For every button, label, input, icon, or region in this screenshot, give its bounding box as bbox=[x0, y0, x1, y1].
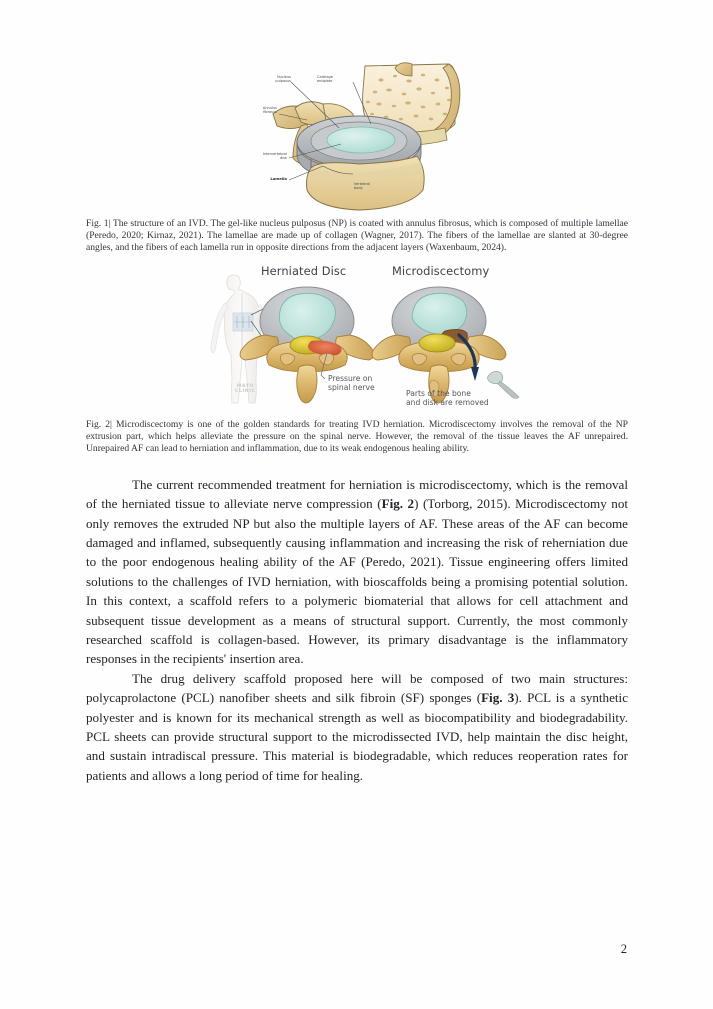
nucleus-pulposus-gel bbox=[327, 127, 395, 153]
figure-2-note-pressure-on-spinal-nerve: Pressure on spinal nerve bbox=[328, 374, 375, 393]
removed-bone-fragment bbox=[488, 372, 520, 399]
right-spinal-nerve-root-decompressed bbox=[419, 334, 455, 352]
mayo-clinic-watermark: MAYO CLINIC bbox=[235, 384, 256, 395]
figure-2-container bbox=[86, 263, 628, 414]
page-content-column bbox=[86, 62, 628, 785]
figure-1-label-nucleus-pulposus: Nucleus pulposus bbox=[275, 75, 291, 84]
body-paragraph-1-text-a: The current recommended treatment for herniation is microdiscectomy, which is the removal of the herniated tissue to alleviate nerve compression ( bbox=[86, 476, 628, 512]
body-paragraph-1-text-b: ) (Torborg, 2015). Microdiscectomy not only removes the extruded NP but also the multiple layers of AF. These areas of the AF can become damaged and inflamed, subsequently causing inflammation and increasing the risk of reherniation due to the poor endogenous healing ability of the AF (Peredo, 2021). Tissue engineering offers limited solutions to the challenges of IVD herniation, with bioscaffolds being a promising potential solution. In this context, a scaffold refers to a polymeric biomaterial that allows for cell attachment and subsequent tissue development as a means of structural support. Currently, the most commonly researched scaffold is collagen-based. However, its primary disadvantage is the inflammatory responses in the recipients' insertion area. bbox=[86, 496, 629, 667]
body-paragraph-1 bbox=[86, 475, 628, 669]
figure-1-illustration bbox=[249, 62, 465, 212]
microdiscectomy-view bbox=[372, 287, 519, 403]
figure-1-label-lamella: Lamella bbox=[270, 176, 287, 181]
figure-1-caption: Fig. 1| The structure of an IVD. The gel-like nucleus pulposus (NP) is coated with annulus fibrosus, which is composed of multiple lamellae (Peredo, 2020; Kirnaz, 2021). The lamellae are made up of collagen (Wagner, 2017). The fibers of the lamellae are slanted at 30-degree angles, and the fibers of each lamella run in opposite directions from the adjacent layers (Waxenbaum, 2024). bbox=[86, 218, 628, 253]
figure-2-note-parts-removed: Parts of the bone and disk are removed bbox=[406, 389, 489, 408]
left-spinous-process bbox=[297, 365, 317, 403]
body-paragraph-2-text-a: The drug delivery scaffold proposed here will be composed of two main structures: polycaprolactone (PCL) nanofiber sheets and silk fibroin (SF) sponges ( bbox=[86, 670, 628, 706]
figure-reference-fig-3: Fig. 3 bbox=[481, 690, 515, 706]
figure-1-label-cartilage-endplate: Cartilage endplate bbox=[317, 75, 333, 84]
figure-1-label-vertebral-body: Vertebral body bbox=[354, 182, 371, 191]
figure-2-title-herniated-disc: Herniated Disc bbox=[261, 264, 347, 279]
figure-1-container bbox=[86, 62, 628, 212]
figure-2-illustration bbox=[187, 263, 527, 414]
body-paragraph-2-text-b: ). PCL is a synthetic polyester and is known for its mechanical strength as well as biocompatibility and biodegradability. PCL sheets can provide structural support to the microdissected IVD, help maintain the disc height, and sustain intradiscal pressure. This material is biodegradable, which reduces reoperation rates for patients and allows a long period of time for healing. bbox=[86, 690, 628, 783]
figure-2-caption: Fig. 2| Microdiscectomy is one of the golden standards for treating IVD herniation. Microdiscectomy involves the removal of the NP extrusion part, which helps alleviate the pressure on the spinal nerve. However, the removal of the tissue leaves the AF unrepaired. Unrepaired AF can lead to herniation and inflammation, due to its weak endogenous healing ability. bbox=[86, 419, 628, 454]
page-number: 2 bbox=[620, 942, 627, 956]
body-paragraph-2 bbox=[86, 669, 628, 785]
figure-reference-fig-2: Fig. 2 bbox=[381, 496, 415, 512]
figure-1-label-intervertebral-disk: Intervertebral disk bbox=[262, 152, 287, 161]
removal-arrow-head bbox=[471, 367, 479, 381]
figure-1-label-annulus-fibrosus: Annulus fibrosus bbox=[262, 106, 277, 115]
figure-2-title-microdiscectomy: Microdiscectomy bbox=[392, 264, 490, 279]
